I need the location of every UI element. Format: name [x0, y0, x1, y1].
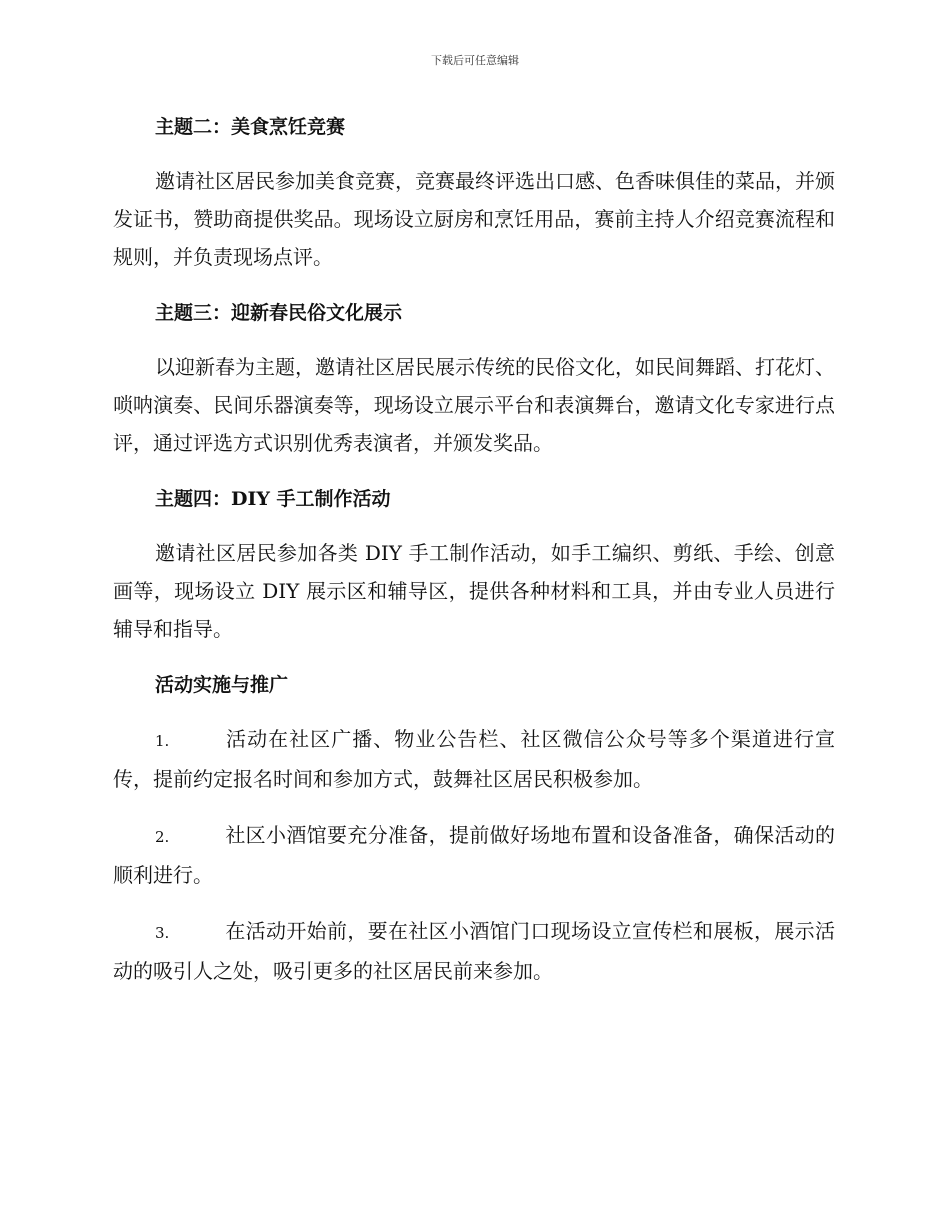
section-heading-implementation: 活动实施与推广	[155, 674, 289, 696]
list-item	[113, 720, 835, 798]
section-paragraph-folk-culture: 以迎新春为主题，邀请社区居民展示传统的民俗文化，如民间舞蹈、打花灯、唢呐演奏、民间乐器演奏等，现场设立展示平台和表演舞台，邀请文化专家进行点评，通过评选方式识别优秀表演者，并颁发奖品。	[113, 355, 835, 455]
section-paragraph-diy-handcraft: 邀请社区居民参加各类 DIY 手工制作活动，如手工编织、剪纸、手绘、创意画等，现场设立 DIY 展示区和辅导区，提供各种材料和工具，并由专业人员进行辅导和指导。	[113, 541, 835, 641]
section-heading-folk-culture: 主题三：迎新春民俗文化展示	[155, 302, 403, 324]
document-body	[113, 108, 835, 1008]
list-item-text: 社区小酒馆要充分准备，提前做好场地布置和设备准备，确保活动的顺利进行。	[113, 823, 835, 887]
list-item-text: 在活动开始前，要在社区小酒馆门口现场设立宣传栏和展板，展示活动的吸引人之处，吸引更多的社区居民前来参加。	[113, 919, 835, 983]
section-heading-diy-handcraft: 主题四：DIY 手工制作活动	[155, 488, 391, 510]
list-item-number: 3.	[155, 924, 170, 942]
list-item	[113, 912, 835, 990]
list-item-number: 1.	[155, 732, 170, 750]
list-item	[113, 816, 835, 894]
section-heading-cooking-contest: 主题二：美食烹饪竞赛	[155, 116, 346, 138]
page-header: 下载后可任意编辑	[431, 54, 519, 67]
section-paragraph-cooking-contest: 邀请社区居民参加美食竞赛，竞赛最终评选出口感、色香味俱佳的菜品，并颁发证书，赞助商提供奖品。现场设立厨房和烹饪用品，赛前主持人介绍竞赛流程和规则，并负责现场点评。	[113, 169, 835, 269]
list-item-text: 活动在社区广播、物业公告栏、社区微信公众号等多个渠道进行宣传，提前约定报名时间和参加方式，鼓舞社区居民积极参加。	[113, 727, 835, 791]
list-item-number: 2.	[155, 828, 170, 846]
